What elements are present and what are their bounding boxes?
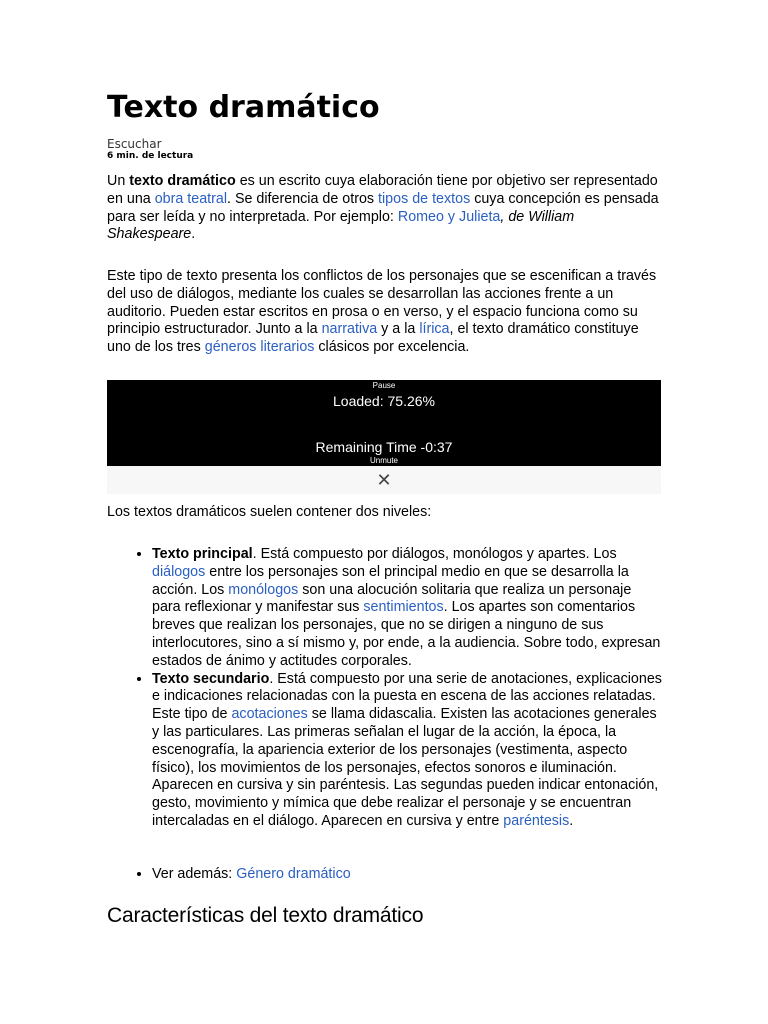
link-dialogos[interactable]: diálogos bbox=[152, 563, 206, 580]
list-item bbox=[152, 546, 663, 671]
description-paragraph bbox=[107, 268, 663, 357]
link-narrativa[interactable]: narrativa bbox=[321, 321, 378, 338]
link-romeo-y-julieta[interactable]: Romeo y Julieta bbox=[397, 208, 501, 225]
read-time: 6 min. de lectura bbox=[107, 151, 194, 161]
list-item bbox=[152, 671, 663, 831]
link-acotaciones[interactable]: acotaciones bbox=[231, 706, 308, 723]
italic-author: , de William Shakespeare bbox=[107, 208, 575, 243]
text-span: . bbox=[569, 812, 574, 829]
text-span: entre los personajes son el principal medio en que se desarrolla la acción. Los bbox=[152, 563, 629, 598]
text-span: Ver además: bbox=[152, 866, 237, 882]
link-lirica[interactable]: lírica bbox=[419, 321, 450, 338]
text-span: Este tipo de texto presenta los conflictos de los personajes que se escenifican a través del uso de diálogos, mediante los cuales se desarrollan las acciones frente a un auditorio. Pueden estar escritos en prosa o en verso, y el espacio funciona como su principio estructurador. Junto a la bbox=[107, 268, 657, 338]
text-span: . bbox=[191, 226, 196, 243]
text-span: y a la bbox=[377, 321, 420, 338]
close-icon[interactable]: ✕ bbox=[376, 470, 392, 490]
bold-term: Texto principal bbox=[152, 546, 253, 562]
link-sentimientos[interactable]: sentimientos bbox=[363, 599, 444, 616]
see-also-list bbox=[107, 866, 663, 884]
link-generos-literarios[interactable]: géneros literarios bbox=[204, 339, 315, 356]
text-span: cuya concepción es pensada para ser leída y no interpretada. Por ejemplo: bbox=[107, 190, 659, 225]
page-title: Texto dramático bbox=[107, 90, 380, 125]
text-span: Un bbox=[107, 173, 130, 189]
list-item bbox=[152, 866, 663, 884]
listen-button[interactable]: Escuchar bbox=[107, 137, 162, 151]
video-close-bar bbox=[107, 466, 661, 494]
section-title: Características del texto dramático bbox=[107, 904, 424, 927]
levels-list bbox=[107, 546, 663, 831]
text-span: son una alocución solitaria que realiza un personaje para reflexionar y manifestar sus bbox=[152, 581, 632, 616]
loaded-status: Loaded: 75.26% bbox=[333, 393, 435, 409]
unmute-button[interactable]: Unmute bbox=[369, 456, 398, 465]
pause-button[interactable]: Pause bbox=[372, 381, 396, 390]
link-obra-teatral[interactable]: obra teatral bbox=[154, 190, 228, 207]
remaining-time: Remaining Time -0:37 bbox=[315, 439, 453, 455]
link-genero-dramatico[interactable]: Género dramático bbox=[236, 866, 351, 882]
intro-paragraph bbox=[107, 173, 663, 244]
bold-term: texto dramático bbox=[129, 173, 236, 189]
text-span: es un escrito cuya elaboración tiene por objetivo ser representado en una bbox=[107, 173, 658, 207]
text-span: , el texto dramático constituye uno de los tres bbox=[107, 321, 639, 356]
text-span: . Se diferencia de otros bbox=[227, 190, 379, 207]
levels-intro: Los textos dramáticos suelen contener dos niveles: bbox=[107, 504, 432, 520]
link-parentesis[interactable]: paréntesis bbox=[503, 812, 570, 829]
text-span: . Está compuesto por diálogos, monólogos y apartes. Los bbox=[252, 546, 617, 562]
text-span: . Está compuesto por una serie de anotaciones, explicaciones e indicaciones relacionadas con la puesta en escena de las acciones relatadas. Este tipo de bbox=[152, 670, 662, 723]
bold-term: Texto secundario bbox=[152, 670, 270, 687]
text-span: se llama didascalia. Existen las acotaciones generales y las particulares. Las primeras señalan el lugar de la acción, la época, la escenografía, la apariencia exterior de los personajes (vestimenta, aspecto físico), los movimientos de los personajes, efectos sonoros e iluminación. Aparecen en cursiva y sin paréntesis. Las segundas pueden indicar entonación, gesto, movimiento y mímica que debe realizar el personaje y se encuentran intercaladas en el diálogo. Aparecen en cursiva y entre bbox=[152, 706, 659, 829]
link-tipos-de-textos[interactable]: tipos de textos bbox=[378, 190, 471, 207]
text-span: . Los apartes son comentarios breves que realizan los personajes, que no se dirigen a ninguno de sus interlocutores, sino a sí mismo y, por ende, a la audiencia. Sobre todo, expresan estados de ánimo y actitudes corporales. bbox=[152, 599, 661, 669]
text-span: clásicos por excelencia. bbox=[314, 339, 470, 356]
link-monologos[interactable]: monólogos bbox=[228, 581, 299, 598]
video-player[interactable] bbox=[107, 380, 661, 466]
